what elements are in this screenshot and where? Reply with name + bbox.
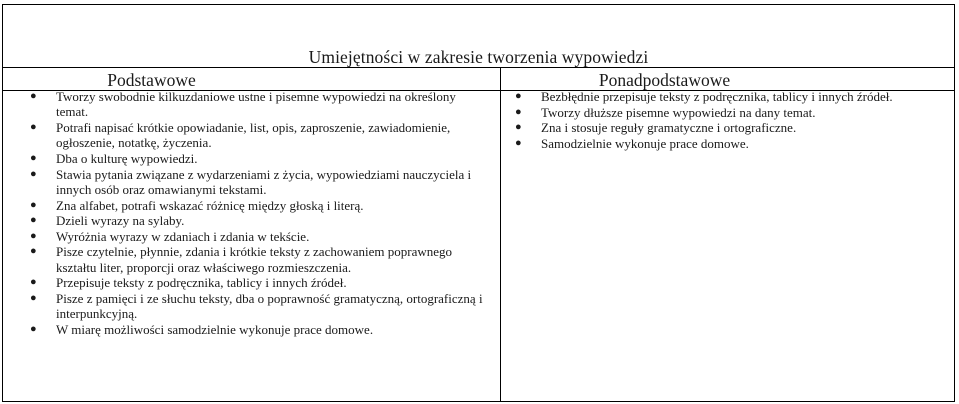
list-item: ● Tworzy dłuższe pisemne wypowiedzi na dany temat. bbox=[515, 104, 816, 120]
bullet-icon: ● bbox=[30, 198, 37, 211]
bullet-icon: ● bbox=[30, 152, 37, 164]
list-item: ● Pisze czytelnie, płynnie, zdania i krótkie teksty z zachowaniem poprawnego kształtu liter, proporcji oraz właściwego rozmieszczenia. bbox=[30, 244, 452, 275]
list-item: ● Potrafi napisać krótkie opowiadanie, list, opis, zaproszenie, zawiadomienie, ogłoszenie, notatkę, życzenia. bbox=[30, 120, 451, 151]
advanced-skills-list bbox=[515, 89, 945, 151]
bullet-icon: ● bbox=[30, 276, 37, 289]
list-item: ● Wyróżnia wyrazy w zdaniach i zdania w tekście. bbox=[30, 228, 310, 244]
bullet-icon: ● bbox=[30, 90, 37, 102]
list-item: ● Zna alfabet, potrafi wskazać różnicę między głoską i literą. bbox=[30, 197, 364, 213]
column-header-advanced: Ponadpodstawowe bbox=[598, 70, 731, 90]
bullet-icon: ● bbox=[30, 291, 37, 304]
list-item: ● Samodzielnie wykonuje prace domowe. bbox=[515, 135, 749, 151]
list-item: ● Stawia pytania związane z wydarzeniami z życia, wypowiedziami nauczyciela i innych osób oraz omawianymi tekstami. bbox=[30, 166, 472, 197]
list-item: ● Przepisuje teksty z podręcznika, tablicy i innych źródeł. bbox=[30, 275, 347, 291]
bullet-icon: ● bbox=[515, 121, 522, 134]
bullet-icon: ● bbox=[515, 136, 522, 149]
bullet-icon: ● bbox=[30, 121, 37, 133]
bullet-icon: ● bbox=[30, 245, 37, 258]
table-title: Umiejętności w zakresie tworzenia wypowiedzi bbox=[308, 47, 649, 67]
bullet-icon: ● bbox=[30, 167, 37, 180]
list-item: ● Bezbłędnie przepisuje teksty z podręcznika, tablicy i innych źródeł. bbox=[515, 89, 893, 104]
list-item: ● Tworzy swobodnie kilkuzdaniowe ustne i pisemne wypowiedzi na określony temat. bbox=[30, 89, 456, 120]
column-divider bbox=[500, 67, 501, 401]
bullet-icon: ● bbox=[515, 105, 522, 118]
list-item: ● Dba o kulturę wypowiedzi. bbox=[30, 151, 198, 166]
bullet-icon: ● bbox=[30, 214, 37, 227]
column-header-row bbox=[3, 67, 954, 91]
list-item: ● Pisze z pamięci i ze słuchu teksty, dba o poprawność gramatyczną, ortograficzną i interpunkcyjną. bbox=[30, 290, 483, 322]
bullet-icon: ● bbox=[30, 322, 37, 335]
bullet-icon: ● bbox=[515, 90, 522, 102]
bullet-icon: ● bbox=[30, 229, 37, 242]
column-header-basic: Podstawowe bbox=[107, 70, 196, 90]
list-item: ● Dzieli wyrazy na sylaby. bbox=[30, 213, 185, 229]
basic-skills-list bbox=[30, 89, 490, 338]
list-item: ● W miarę możliwości samodzielnie wykonuje prace domowe. bbox=[30, 321, 374, 337]
list-item: ● Zna i stosuje reguły gramatyczne i ortograficzne. bbox=[515, 120, 797, 136]
